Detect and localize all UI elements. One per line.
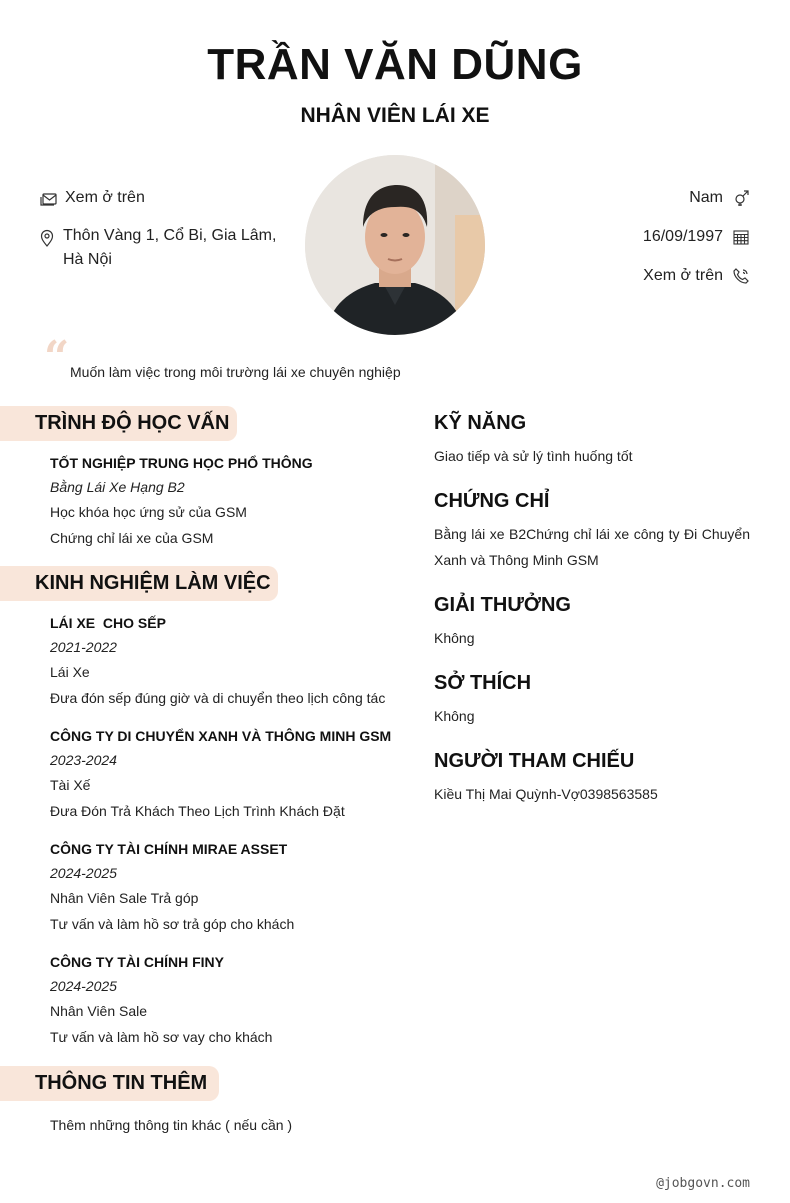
job-title: NHÂN VIÊN LÁI XE: [300, 104, 490, 127]
address-line-1: Thôn Vàng 1, Cổ Bi, Gia Lâm,: [63, 227, 277, 244]
section-heading-hobbies: SỞ THÍCH: [434, 672, 532, 694]
references-text: Kiều Thị Mai Quỳnh-Vợ0398563585: [434, 786, 658, 802]
email-value: Xem ở trên: [65, 189, 145, 206]
contact-address: [38, 224, 276, 272]
career-objective: Muốn làm việc trong môi trường lái xe chuyên nghiệp: [70, 364, 401, 380]
section-heading-additional: THÔNG TIN THÊM: [0, 1066, 219, 1101]
contact-gender: [689, 186, 750, 210]
job-description: Tư vấn và làm hồ sơ trả góp cho khách: [50, 916, 295, 932]
job-company: CÔNG TY TÀI CHÍNH MIRAE ASSET: [50, 841, 288, 857]
job-period: 2024-2025: [50, 865, 117, 881]
calendar-icon: [732, 228, 750, 246]
education-line: Chứng chỉ lái xe của GSM: [50, 530, 214, 546]
additional-text: Thêm những thông tin khác ( nếu cần ): [50, 1117, 293, 1133]
contact-email: [40, 186, 145, 210]
phone-icon: [732, 267, 750, 285]
job-period: 2021-2022: [50, 639, 117, 655]
birthday-value: 16/09/1997: [642, 228, 723, 245]
contact-phone: [643, 264, 750, 288]
awards-text: Không: [434, 630, 475, 646]
job-description: Đưa Đón Trả Khách Theo Lịch Trình Khách Đặt: [50, 803, 345, 819]
education-subtitle: Bằng Lái Xe Hạng B2: [50, 479, 185, 495]
section-heading-experience: KINH NGHIỆM LÀM VIỆC: [0, 566, 278, 601]
section-heading-awards: GIẢI THƯỞNG: [434, 594, 571, 616]
section-heading-references: NGƯỜI THAM CHIẾU: [434, 750, 635, 772]
education-title: TỐT NGHIỆP TRUNG HỌC PHỔ THÔNG: [50, 455, 313, 471]
address-line-2: Hà Nội: [63, 251, 112, 268]
gender-icon: [732, 189, 750, 207]
footer-credit: @jobgovn.com: [656, 1176, 750, 1191]
gender-value: Nam: [689, 189, 723, 206]
certificates-text: Bằng lái xe B2Chứng chỉ lái xe công ty Đi Chuyển Xanh và Thông Minh GSM: [434, 526, 750, 568]
job-period: 2023-2024: [50, 752, 117, 768]
location-pin-icon: [38, 229, 56, 247]
profile-photo: [305, 155, 485, 335]
job-company: LÁI XE CHO SẾP: [50, 615, 166, 631]
job-company: CÔNG TY DI CHUYỂN XANH VÀ THÔNG MINH GSM: [50, 728, 392, 744]
job-period: 2024-2025: [50, 978, 117, 994]
job-company: CÔNG TY TÀI CHÍNH FINY: [50, 954, 224, 970]
section-heading-skills: KỸ NĂNG: [434, 412, 527, 434]
job-position: Tài Xế: [50, 777, 91, 793]
section-heading-education: TRÌNH ĐỘ HỌC VẤN: [0, 406, 237, 441]
job-description: Đưa đón sếp đúng giờ và di chuyển theo lịch công tác: [50, 690, 386, 706]
job-position: Nhân Viên Sale Trả góp: [50, 890, 199, 906]
contact-birthday: [643, 225, 750, 249]
hobbies-text: Không: [434, 708, 475, 724]
phone-value: Xem ở trên: [643, 267, 723, 284]
job-position: Nhân Viên Sale: [50, 1003, 148, 1019]
mail-icon: [40, 189, 58, 207]
quote-mark-icon: “: [44, 332, 70, 383]
job-position: Lái Xe: [50, 664, 90, 680]
education-line: Học khóa học ứng sử của GSM: [50, 504, 247, 520]
candidate-name: TRẦN VĂN DŨNG: [207, 40, 583, 89]
section-heading-certificates: CHỨNG CHỈ: [434, 490, 550, 512]
job-description: Tư vấn và làm hồ sơ vay cho khách: [50, 1029, 273, 1045]
skills-text: Giao tiếp và sử lý tình huống tốt: [434, 448, 633, 464]
